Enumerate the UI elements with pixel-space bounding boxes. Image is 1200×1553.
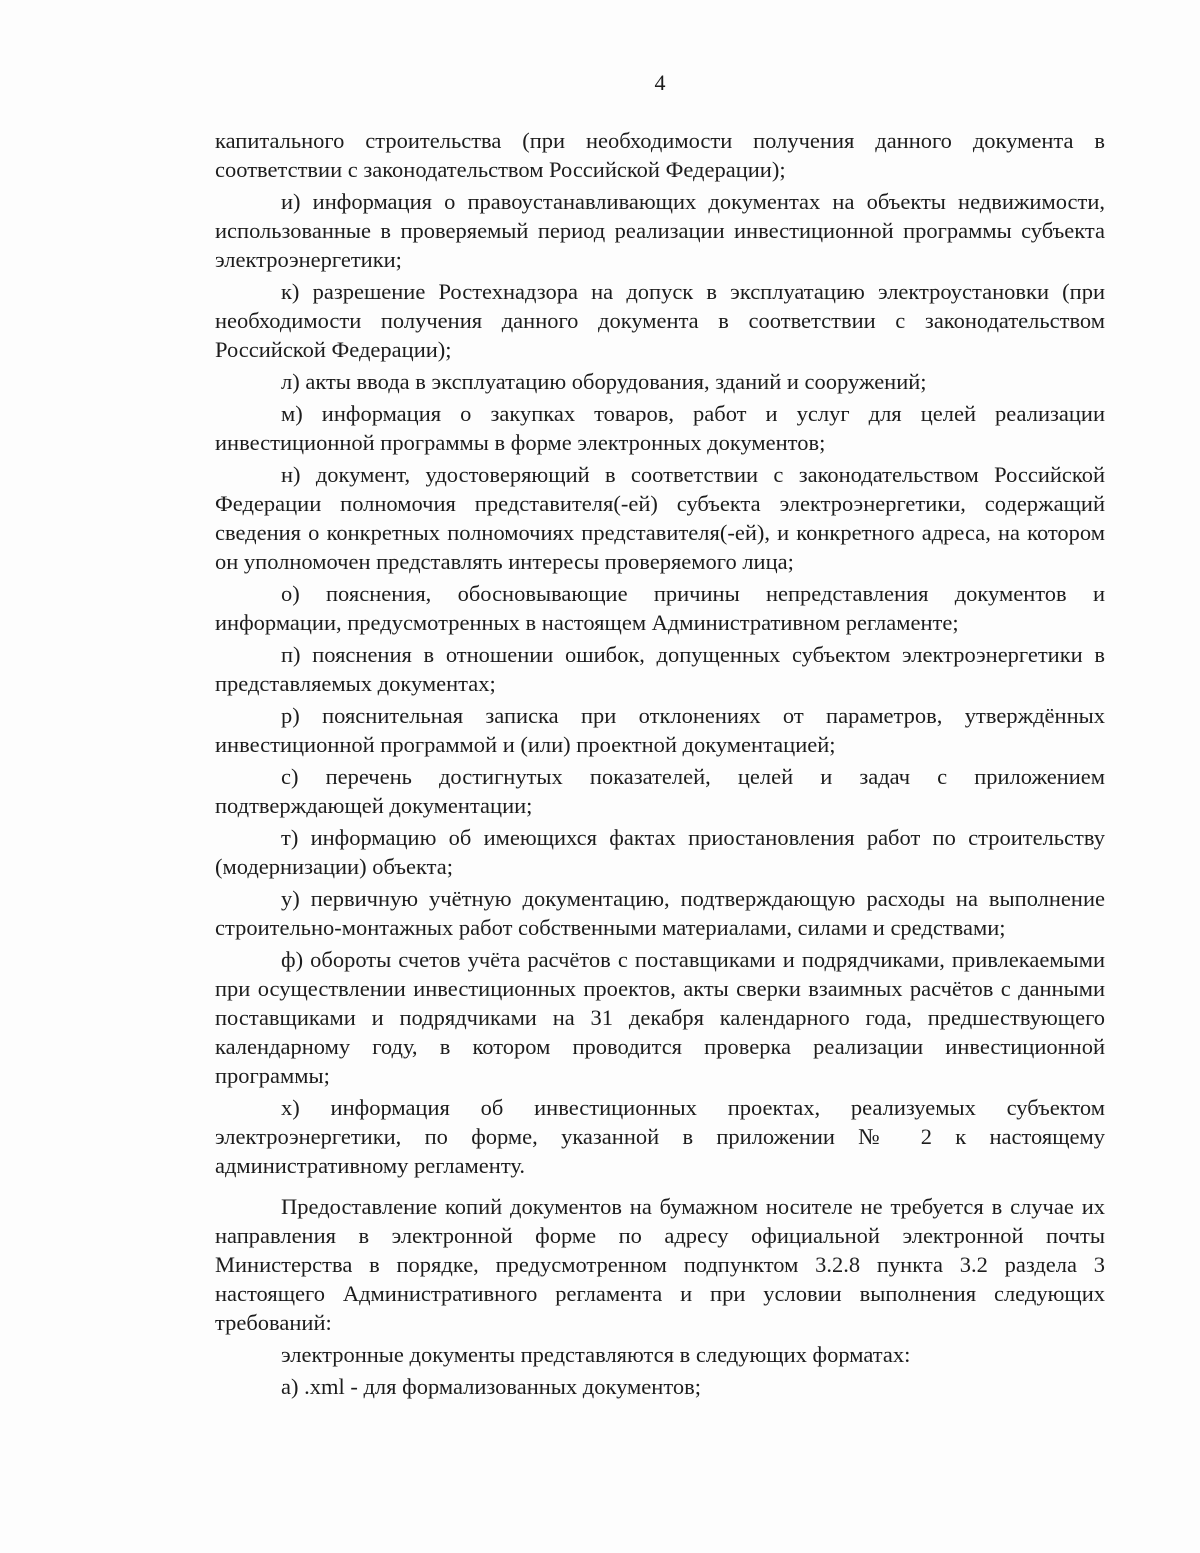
list-item-u: у) первичную учётную документацию, подтверждающую расходы на выполнение строительно-монтажных работ собственными материалами, силами и средствами; [215,886,1105,940]
paragraph-electronic-submission: Предоставление копий документов на бумажном носителе не требуется в случае их направления в электронной форме по адресу официальной электронной почты Министерства в порядке, предусмотренном подпунктом 3.2.8 пункта 3.2 раздела 3 настоящего Административного регламента и при условии выполнения следующих требований: [215,1194,1105,1335]
list-item-a-xml: а) .xml - для формализованных документов; [281,1374,701,1399]
list-item-r: р) пояснительная записка при отклонениях от параметров, утверждённых инвестиционной программой и (или) проектной документацией; [215,703,1105,757]
document-body [215,126,1105,1401]
list-item-i: и) информация о правоустанавливающих документах на объекты недвижимости, использованные в проверяемый период реализации инвестиционной программы субъекта электроэнергетики; [215,189,1105,272]
list-item-l: л) акты ввода в эксплуатацию оборудования, зданий и сооружений; [281,369,927,394]
paragraph-continuation: капитального строительства (при необходимости получения данного документа в соответствии с законодательством Российской Федерации); [215,128,1105,182]
list-item-k: к) разрешение Ростехнадзора на допуск в эксплуатацию электроустановки (при необходимости получения данного документа в соответствии с законодательством Российской Федерации); [215,279,1105,362]
list-item-f: ф) обороты счетов учёта расчётов с поставщиками и подрядчиками, привлекаемыми при осуществлении инвестиционных проектов, акты сверки взаимных расчётов с данными поставщиками и подрядчиками на 31 декабря календарного года, предшествующего календарному году, в котором проводится проверка реализации инвестиционной программы; [215,947,1105,1088]
list-item-t: т) информацию об имеющихся фактах приостановления работ по строительству (модернизации) объекта; [215,825,1105,879]
paragraph-formats: электронные документы представляются в следующих форматах: [281,1342,911,1367]
page-number: 4 [654,70,666,95]
list-item-n: н) документ, удостоверяющий в соответствии с законодательством Российской Федерации полномочия представителя(-ей) субъекта электроэнергетики, содержащий сведения о конкретных полномочиях представителя(-ей), и конкретного адреса, на котором он уполномочен представлять интересы проверяемого лица; [215,462,1105,574]
list-item-s: с) перечень достигнутых показателей, целей и задач с приложением подтверждающей документации; [215,764,1105,818]
list-item-kh: х) информация об инвестиционных проектах, реализуемых субъектом электроэнергетики, по форме, указанной в приложении № 2 к настоящему административному регламенту. [215,1095,1105,1178]
list-item-o: о) пояснения, обосновывающие причины непредставления документов и информации, предусмотренных в настоящем Административном регламенте; [215,581,1105,635]
list-item-p: п) пояснения в отношении ошибок, допущенных субъектом электроэнергетики в представляемых документах; [215,642,1105,696]
list-item-m: м) информация о закупках товаров, работ и услуг для целей реализации инвестиционной программы в форме электронных документов; [215,401,1105,455]
